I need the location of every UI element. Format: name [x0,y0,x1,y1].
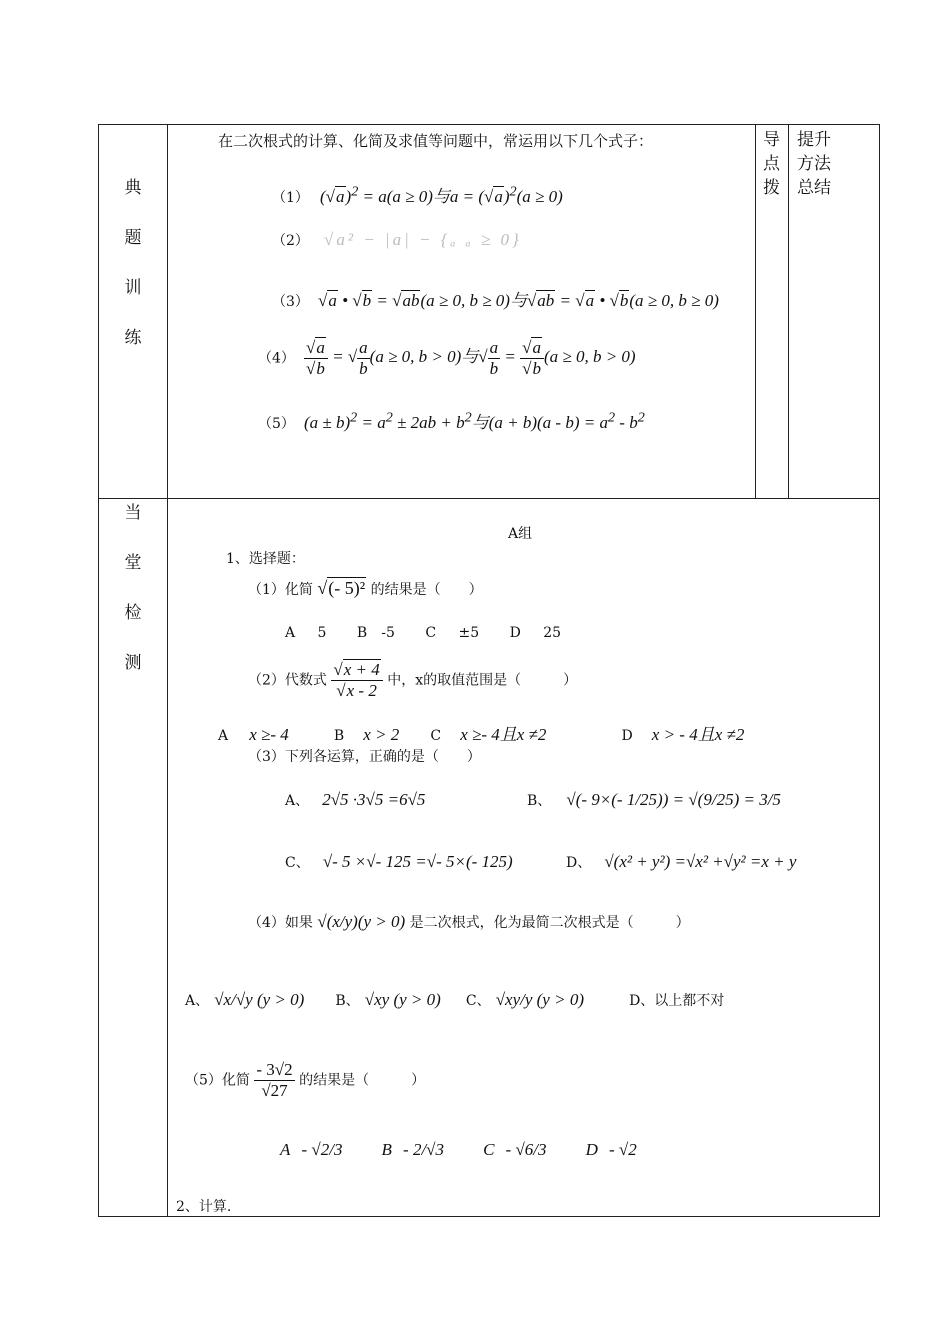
question-5-options: A - √2/3 B - 2/√3 C - √6/3 D - √2 [280,1140,637,1159]
question-2: （2）代数式 $\frac{√x + 4}{√x - 2}$ 中，x的取值范围是（ ） [248,660,578,700]
question-3-option-c: C、 √- 5 ×√- 125 =√- 5×(- 125) [285,852,513,871]
question-3-option-a: A、 2√5 ·3√5 =6√5 [285,790,426,809]
formula-3: （3） √a • √b = √ab(a ≥ 0, b ≥ 0)与√ab = √a • √b(a ≥ 0, b ≥ 0) [272,291,719,310]
question-3: （3）下列各运算，正确的是（ ） [248,749,481,765]
question-1-options: A 5 B -5 C ±5 D 25 [285,625,562,641]
group-title: A组 [508,526,533,542]
table-col-divider-3 [788,124,789,499]
question-1: （1）化简 √(- 5)² 的结果是（ ） [248,578,483,598]
formula-4: （4） $\frac{√a}{√b}$ = √ $\frac{a}{b}$ (a ≥ 0, b > 0)与√ $\frac{a}{b}$ = $\frac{√a}{√b}$ (a ≥ 0, b > 0) [258,338,636,378]
label-daodianbo: 导 点 拨 [763,130,780,198]
table-col-divider-2 [755,124,756,499]
table-col-divider [167,124,168,1217]
section-1-title: 1、选择题： [226,551,305,567]
formula-1: （1） $(√a)^2 = a(a \ge 0)$与$a = (√a)^2(a \ge 0)$ [272,183,563,206]
table-row-divider [98,498,880,499]
table-bottom-border [98,1216,880,1217]
question-4-options: A、 √x/√y (y > 0) B、 √xy (y > 0) C、 √xy/y (y > 0) D、以上都不对 [185,990,725,1009]
table-left-border [98,124,99,1217]
question-3-option-b: B、 √(- 9×(- 1/25)) = √(9/25) = 3/5 [527,790,781,809]
formula-2: （2） √a² − |a| − {ₐ ₐ ≥ 0} [272,230,522,249]
table-right-border [879,124,880,1217]
table-top-border [98,124,880,125]
formula-5: （5） $(a \pm b)^2 = a^2 \pm 2ab + b^2$与$(a + b)(a - b) = a^2 - b^2$ [258,409,645,432]
section-2-title: 2、计算. [176,1199,232,1215]
label-dianti: 典 题 训 练 [124,178,142,348]
question-3-option-d: D、 √(x² + y²) =√x² +√y² =x + y [566,852,797,871]
question-2-options: A x ≥- 4 B x > 2 C x ≥- 4且x ≠2 D x > - 4且x ≠2 [218,725,745,744]
question-5: （5）化简 $\frac{- 3√2}{√27}$ 的结果是（ ） [185,1060,426,1100]
intro-text: 在二次根式的计算、化简及求值等问题中，常运用以下几个式子： [218,132,654,150]
label-dangtang: 当 堂 检 测 [124,503,142,673]
question-4: （4）如果 √(x/y)(y > 0) 是二次根式，化为最简二次根式是（ ） [248,912,690,931]
label-tisheng: 提升 方法 总结 [797,130,831,198]
